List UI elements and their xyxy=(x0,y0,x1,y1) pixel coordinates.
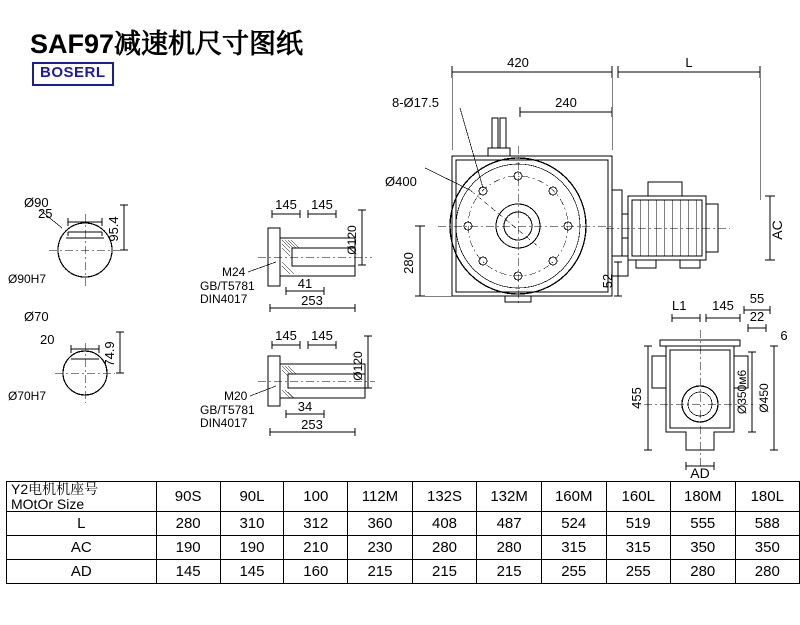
dim-34-label: 34 xyxy=(297,399,313,414)
dim-420-label: 420 xyxy=(507,55,529,70)
dim-8xD175-label: 8-Ø17.5 xyxy=(392,95,439,110)
dim-D70H7-label: Ø70H7 xyxy=(8,389,47,403)
cell-AC-8: 350 xyxy=(670,536,735,560)
dim-L-label: L xyxy=(685,55,693,70)
cell-AD-5: 215 xyxy=(477,560,542,584)
row-header-motor-size xyxy=(7,482,157,512)
dim-22-label: 22 xyxy=(749,309,765,324)
cell-AD-7: 255 xyxy=(606,560,670,584)
dim-D70-label: Ø70 xyxy=(24,309,49,324)
dim-954-label: 95.4 xyxy=(106,216,121,242)
spec-table xyxy=(6,481,800,584)
cell-AD-3: 215 xyxy=(348,560,413,584)
col-header-0: 90S xyxy=(156,482,220,512)
dim-253a-label: 253 xyxy=(301,293,323,308)
cell-L-6: 524 xyxy=(541,512,606,536)
dim-D450-label: Ø450 xyxy=(757,383,771,413)
cell-L-1: 310 xyxy=(220,512,284,536)
cell-AD-2: 160 xyxy=(284,560,348,584)
cell-AC-9: 350 xyxy=(735,536,799,560)
dim-din1-label: DIN4017 xyxy=(200,292,248,306)
cell-AD-8: 280 xyxy=(670,560,735,584)
dim-D120a-label: Ø120 xyxy=(345,225,359,255)
dim-253b-label: 253 xyxy=(301,417,323,432)
cell-L-9: 588 xyxy=(735,512,799,536)
dim-D120b-label: Ø120 xyxy=(351,351,365,381)
col-header-4: 132S xyxy=(412,482,476,512)
cell-AD-4: 215 xyxy=(412,560,476,584)
table-row-header xyxy=(7,482,800,512)
col-header-9: 180L xyxy=(735,482,799,512)
cell-L-3: 360 xyxy=(348,512,413,536)
dim-AC-label: AC xyxy=(769,220,785,240)
dim-D350-label: Ø350м6 xyxy=(735,369,749,415)
dim-145d-label: 145 xyxy=(311,328,333,343)
cell-AC-3: 230 xyxy=(348,536,413,560)
dim-240-label: 240 xyxy=(555,95,577,110)
dim-6-label: 6 xyxy=(780,328,788,343)
dim-280-label: 280 xyxy=(401,252,416,274)
gearbox-front-view xyxy=(415,66,775,306)
col-header-6: 160M xyxy=(541,482,606,512)
dim-749-label: 74.9 xyxy=(102,341,117,367)
dim-52-label: 52 xyxy=(600,273,615,289)
dim-145r-label: 145 xyxy=(712,298,734,313)
dim-AD-label: AD xyxy=(690,465,710,481)
cell-L-4: 408 xyxy=(412,512,476,536)
cell-AD-1: 145 xyxy=(220,560,284,584)
cell-AD-0: 145 xyxy=(156,560,220,584)
cell-AC-2: 210 xyxy=(284,536,348,560)
dim-455-label: 455 xyxy=(629,387,644,409)
dim-M24-label: M24 xyxy=(222,265,246,279)
dim-L1-label: L1 xyxy=(672,298,687,313)
col-header-7: 160L xyxy=(606,482,670,512)
table-row-AC xyxy=(7,536,800,560)
col-header-8: 180M xyxy=(670,482,735,512)
cell-L-0: 280 xyxy=(156,512,220,536)
brand-badge: BOSERL xyxy=(32,62,114,86)
dim-gb2-label: GB/T5781 xyxy=(200,403,255,417)
dim-145a-label: 145 xyxy=(275,197,297,212)
cell-AC-0: 190 xyxy=(156,536,220,560)
cell-AC-5: 280 xyxy=(477,536,542,560)
dim-20-label: 20 xyxy=(40,332,55,347)
cell-L-2: 312 xyxy=(284,512,348,536)
dim-D90H7-label: Ø90H7 xyxy=(8,272,47,286)
dim-D90-label: Ø90 xyxy=(24,195,49,210)
dim-25-label: 25 xyxy=(38,206,53,221)
motor-size-line1: Y2电机机座号 xyxy=(11,481,99,497)
row-header-L: L xyxy=(7,512,157,536)
col-header-1: 90L xyxy=(220,482,284,512)
page-title: SAF97减速机尺寸图纸 xyxy=(30,29,304,59)
cell-AC-6: 315 xyxy=(541,536,606,560)
col-header-5: 132M xyxy=(477,482,542,512)
cell-AC-4: 280 xyxy=(412,536,476,560)
table-row-L xyxy=(7,512,800,536)
col-header-3: 112M xyxy=(348,482,413,512)
dim-M20-label: M20 xyxy=(224,389,248,403)
dim-gb1-label: GB/T5781 xyxy=(200,279,255,293)
dim-din2-label: DIN4017 xyxy=(200,416,248,430)
cell-L-8: 555 xyxy=(670,512,735,536)
row-header-AD: AD xyxy=(7,560,157,584)
dim-41-label: 41 xyxy=(297,276,313,291)
dim-145b-label: 145 xyxy=(311,197,333,212)
cell-AC-7: 315 xyxy=(606,536,670,560)
dim-55-label: 55 xyxy=(749,291,765,306)
cell-AD-6: 255 xyxy=(541,560,606,584)
cell-AC-1: 190 xyxy=(220,536,284,560)
cell-L-7: 519 xyxy=(606,512,670,536)
cell-L-5: 487 xyxy=(477,512,542,536)
row-header-AC: AC xyxy=(7,536,157,560)
motor-size-line2: MOtOr Size xyxy=(11,495,85,512)
col-header-2: 100 xyxy=(284,482,348,512)
dim-145c-label: 145 xyxy=(275,328,297,343)
cell-AD-9: 280 xyxy=(735,560,799,584)
table-row-AD xyxy=(7,560,800,584)
dim-D400-label: Ø400 xyxy=(385,174,417,189)
